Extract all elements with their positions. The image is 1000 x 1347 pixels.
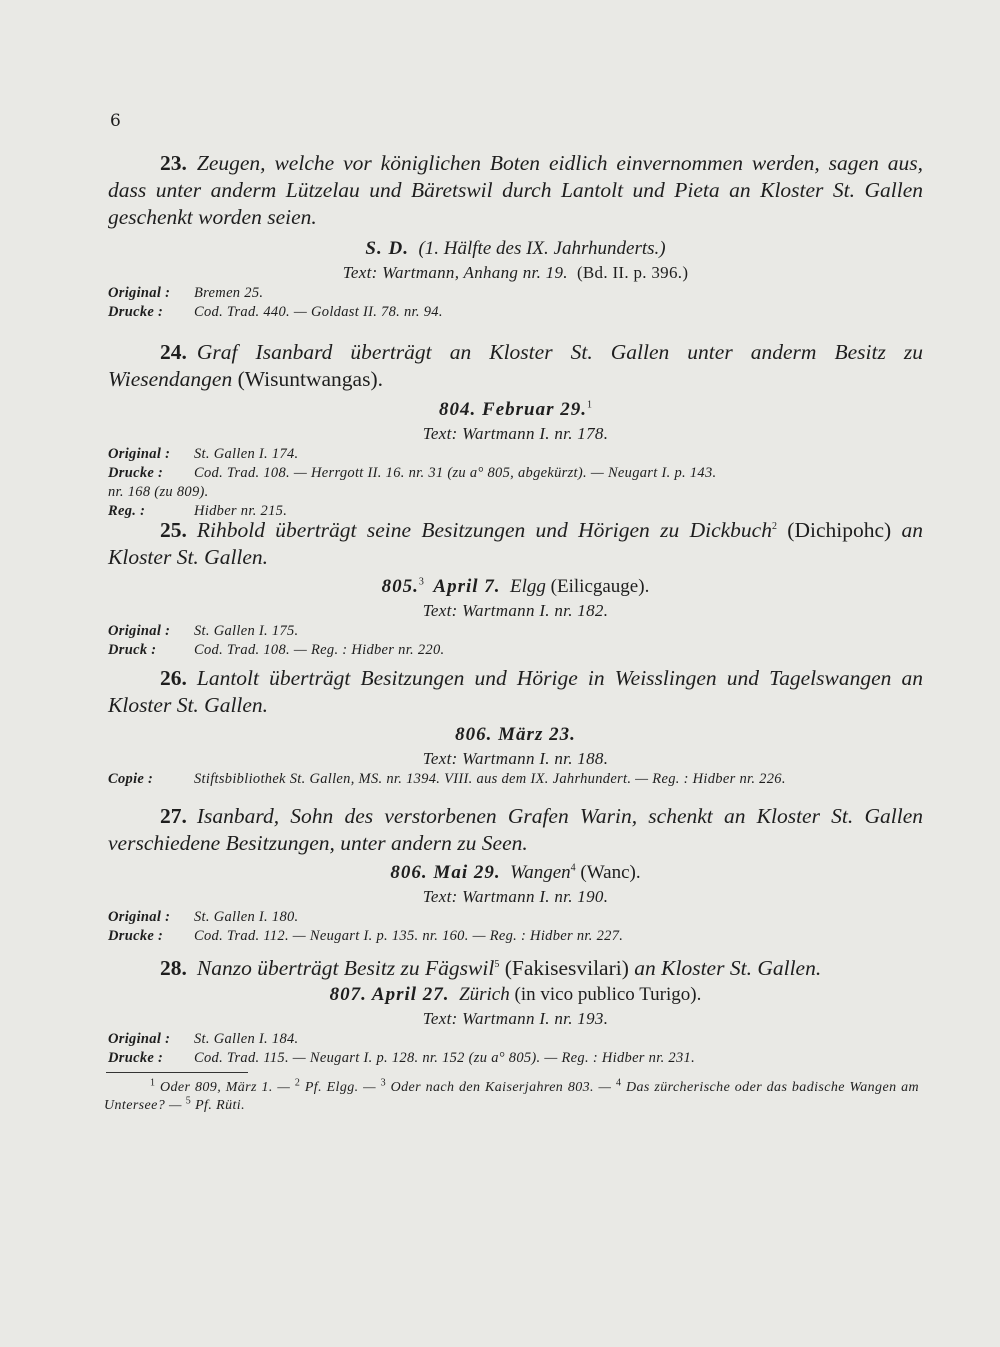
source-value: St. Gallen I. 184. [194,1031,299,1047]
entry-summary-upright: (Wisuntwangas). [237,367,383,391]
source-value: St. Gallen I. 180. [194,909,299,925]
text-ref: Text: Wartmann I. nr. 182. [422,601,609,620]
footnote-text: Oder nach den Kaiserjahren 803. — [390,1080,612,1095]
date-bold: 806. Mai 29. [390,862,501,883]
footnote-divider [106,1072,248,1073]
entry-heading [108,150,923,231]
entry-summary: Isanbard, Sohn des verstorbenen Grafen Warin, schenkt an Kloster St. Gallen verschiedene Besitzungen, unter andern zu Seen. [108,804,923,855]
text-ref: Text: Wartmann I. nr. 190. [422,887,609,906]
page-number: 6 [110,111,121,131]
source-value: Hidber nr. 215. [194,503,288,519]
source-value: St. Gallen I. 174. [194,446,299,462]
source-value: Stiftsbibliothek St. Gallen, MS. nr. 1394. VIII. aus dem IX. Jahrhundert. — Reg. : Hidber nr. 226. [194,771,786,787]
date-bold: 805. [381,576,419,597]
entry-heading [108,955,923,982]
source-value: Cod. Trad. 440. — Goldast II. 78. nr. 94. [194,304,443,320]
entry-date [108,982,923,1008]
source-label: Original : [108,1031,171,1047]
text-ref-upright: (Bd. II. p. 396.) [576,263,689,282]
source-value: Cod. Trad. 108. — Herrgott II. 16. nr. 31 (zu a° 805, abgekürzt). — Neugart I. p. 143. [194,465,717,481]
footnote-ref: 3 [418,576,424,588]
footnote-mark: 4 [615,1077,622,1089]
source-line [108,641,923,660]
entry-heading [108,665,923,719]
entry-summary-upright: (Dichipohc) [787,518,892,542]
source-label: Druck : [108,642,157,658]
source-line [108,464,923,483]
source-label: Drucke : [108,304,164,320]
entry-heading [108,517,923,571]
entry-number: 26. [160,666,187,690]
entry-summary: Zeugen, welche vor königlichen Boten eidlich einvernommen werden, sagen aus, dass unter anderm Lützelau und Bäretswil durch Lantolt und Pieta an Kloster St. Gallen geschenkt worden seien. [108,151,923,229]
entry-text-reference [108,600,923,622]
source-line [108,284,923,303]
date-bold: 804. Februar 29. [439,399,587,420]
entry-summary: Rihbold überträgt seine Besitzungen und Hörigen zu Dickbuch [196,518,772,542]
entry-27 [108,803,923,946]
entry-number: 27. [160,804,187,828]
entry-summary-tail: an Kloster St. Gallen. [108,518,923,569]
entry-date [108,722,923,748]
entry-date [108,236,923,262]
entry-25 [108,517,923,660]
source-label: Drucke : [108,465,164,481]
entry-summary-tail: an Kloster St. Gallen. [634,956,822,980]
entry-text-reference [108,1008,923,1030]
footnote-mark: 5 [185,1095,192,1107]
text-ref: Text: Wartmann, Anhang nr. 19. [342,263,568,282]
entry-number: 28. [160,956,187,980]
entry-23 [108,150,923,322]
entry-heading [108,803,923,857]
entry-date [108,397,923,423]
entry-date [108,574,923,600]
entry-text-reference [108,886,923,908]
date-bold: S. D. [365,238,409,259]
footnote-mark: 1 [150,1077,156,1089]
footnote-text: Pf. Elgg. — [304,1080,376,1095]
source-value: Cod. Trad. 115. — Neugart I. p. 128. nr. 152 (zu a° 805). — Reg. : Hidber nr. 231. [194,1050,695,1066]
source-label: Original : [108,623,171,639]
entry-number: 23. [160,151,187,175]
entry-text-reference [108,423,923,445]
entry-summary-upright: (Fakisesvilari) [504,956,629,980]
source-label: Reg. : [108,503,146,519]
footnote-ref: 5 [494,958,500,970]
date-bold: 806. März 23. [455,724,576,745]
date-bold: 807. April 27. [329,984,450,1005]
date-place: Elgg [510,576,546,597]
source-value: nr. 168 (zu 809). [108,484,209,500]
entry-text-reference [108,748,923,770]
entry-summary: Graf Isanbard überträgt an Kloster St. Gallen unter anderm Besitz zu Wiesendangen [108,340,923,391]
entry-heading [108,339,923,393]
entry-24 [108,339,923,521]
date-place: Wangen [510,862,571,883]
entry-text-reference [108,262,923,284]
source-line [108,483,923,502]
source-value: Cod. Trad. 112. — Neugart I. p. 135. nr. 160. — Reg. : Hidber nr. 227. [194,928,624,944]
source-line [108,622,923,641]
entry-summary: Nanzo überträgt Besitz zu Fägswil [196,956,495,980]
entry-number: 25. [160,518,187,542]
source-line [108,445,923,464]
footnote-mark: 3 [380,1077,387,1089]
text-ref: Text: Wartmann I. nr. 178. [422,424,609,443]
source-label: Drucke : [108,928,164,944]
footnote-ref: 1 [586,399,592,411]
text-ref: Text: Wartmann I. nr. 193. [422,1009,609,1028]
source-label: Original : [108,446,171,462]
footnote-ref: 2 [771,520,777,532]
date-rest: (1. Hälfte des IX. Jahrhunderts.) [418,238,666,259]
entry-26 [108,665,923,789]
date-place-upright: (Eilicgauge). [550,576,650,597]
source-line [108,927,923,946]
entry-summary: Lantolt überträgt Besitzungen und Hörige in Weisslingen und Tagelswangen an Kloster St. Gallen. [108,666,923,717]
footnote-text: Oder 809, März 1. — [160,1080,291,1095]
date-place: Zürich [459,984,510,1005]
footnote-ref: 4 [570,862,576,874]
source-line [108,1049,923,1068]
entry-number: 24. [160,340,187,364]
footnote-text: Pf. Rüti. [195,1098,245,1113]
entry-date [108,860,923,886]
source-label: Original : [108,909,171,925]
source-line [108,770,923,789]
date-place-upright: (in vico publico Turigo). [514,984,702,1005]
source-value: Cod. Trad. 108. — Reg. : Hidber nr. 220. [194,642,445,658]
source-line [108,303,923,322]
source-line [108,908,923,927]
source-value: Bremen 25. [194,285,264,301]
source-label: Original : [108,285,171,301]
source-line [108,1030,923,1049]
footnotes [104,1079,919,1115]
date-place-upright: (Wanc). [580,862,641,883]
text-ref: Text: Wartmann I. nr. 188. [422,749,609,768]
footnote-text: Das zürcherische oder das badische Wangen am Untersee? — [104,1080,919,1113]
source-label: Copie : [108,771,154,787]
source-value: St. Gallen I. 175. [194,623,299,639]
date-bold: April 7. [433,576,501,597]
entry-28 [108,955,923,1068]
footnote-mark: 2 [294,1077,301,1089]
source-label: Drucke : [108,1050,164,1066]
